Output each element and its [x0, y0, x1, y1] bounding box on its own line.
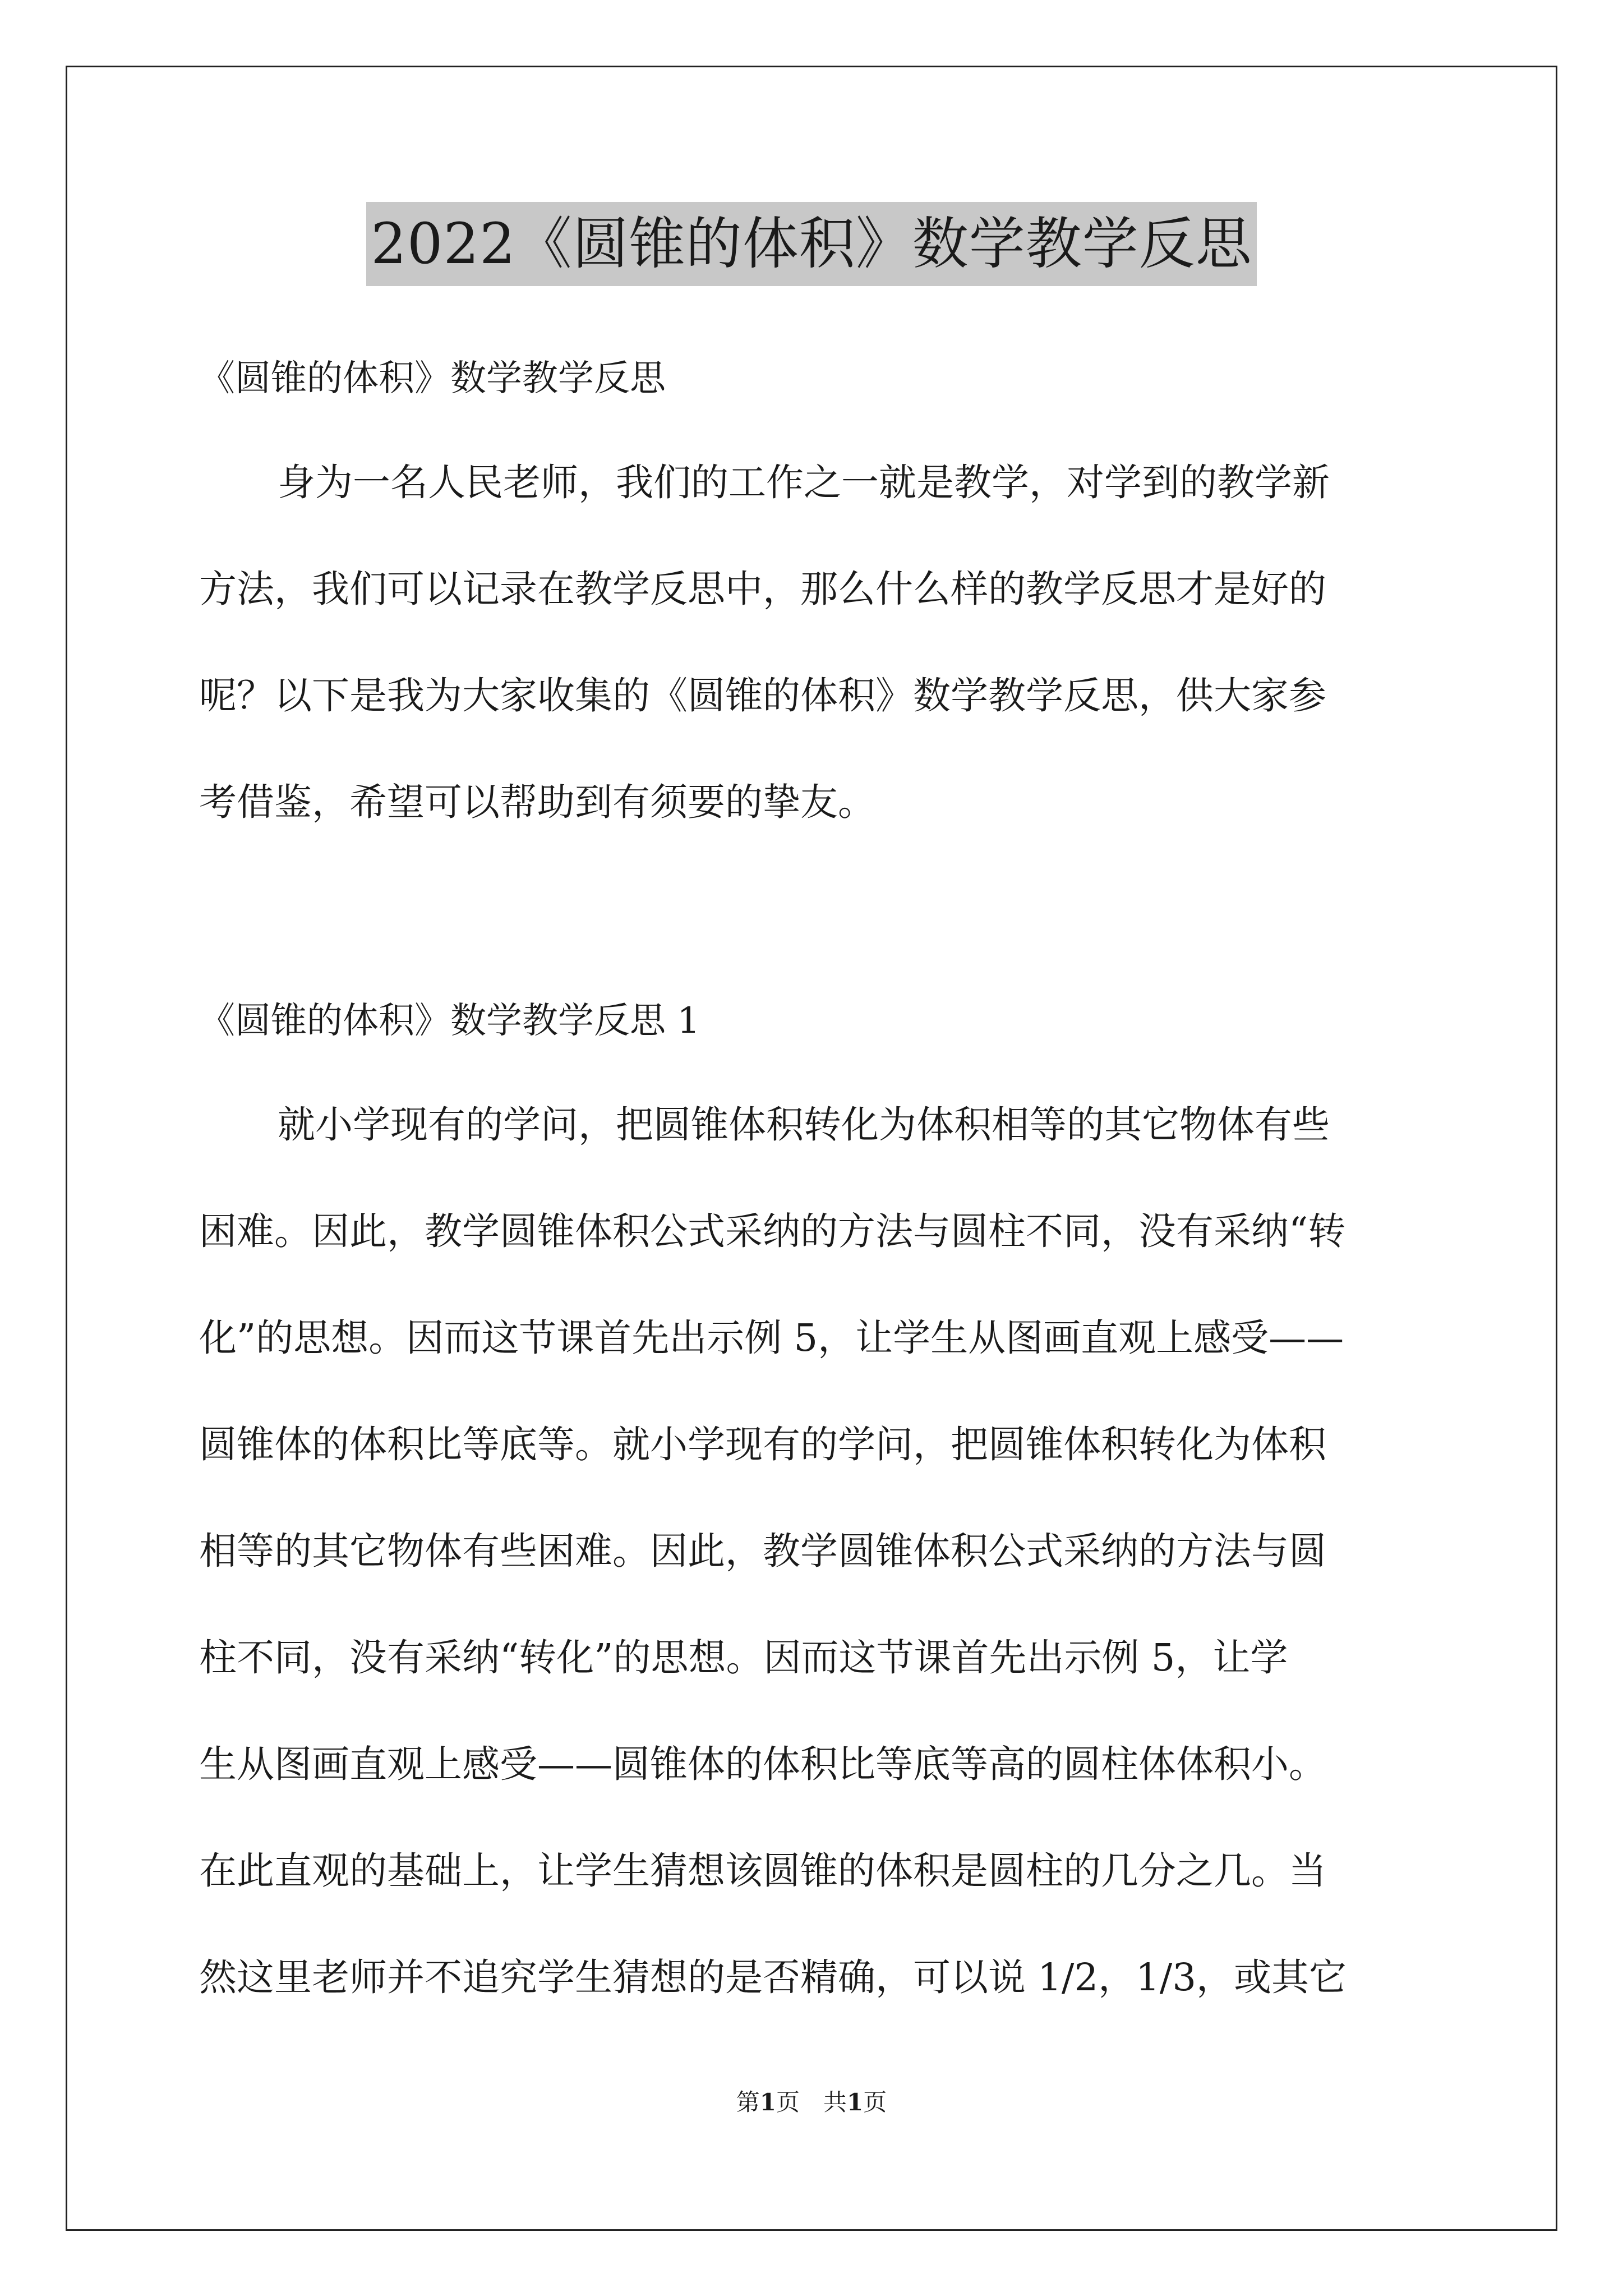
section1-line-4: 圆锥体的体积比等底等。就小学现有的学问，把圆锥体积转化为体积 [199, 1423, 1326, 1466]
section1-line-3: 化”的思想。因而这节课首先出示例 5，让学生从图画直观上感受—— [199, 1316, 1344, 1360]
section1-line-5: 相等的其它物体有些困难。因此，教学圆锥体积公式采纳的方法与圆 [199, 1529, 1326, 1573]
page-number: 1 [759, 2088, 776, 2116]
section1-line-9: 然这里老师并不追究学生猜想的是否精确，可以说 1/2，1/3，或其它 [199, 1955, 1347, 1999]
intro-line-4: 考借鉴，希望可以帮助到有须要的挚友。 [199, 780, 875, 824]
section1-line-7: 生从图画直观上感受——圆锥体的体积比等底等高的圆柱体体积小。 [199, 1742, 1326, 1786]
page-footer [0, 2086, 1623, 2119]
section1-heading: 《圆锥的体积》数学教学反思 1 [199, 1000, 700, 1042]
page-prefix: 第 [736, 2088, 760, 2116]
section1-line-8: 在此直观的基础上，让学生猜想该圆锥的体积是圆柱的几分之几。当 [199, 1849, 1326, 1893]
intro-line-2: 方法，我们可以记录在教学反思中，那么什么样的教学反思才是好的 [199, 567, 1326, 611]
total-prefix: 共 [823, 2088, 847, 2116]
intro-line-1: 身为一名人民老师，我们的工作之一就是教学，对学到的教学新 [278, 461, 1330, 504]
total-suffix: 页 [863, 2088, 887, 2116]
document-title: 2022《圆锥的体积》数学教学反思 [366, 202, 1257, 286]
section1-line-2: 困难。因此，教学圆锥体积公式采纳的方法与圆柱不同，没有采纳“转 [199, 1209, 1346, 1253]
page-suffix: 页 [776, 2088, 800, 2116]
intro-line-3: 呢？以下是我为大家收集的《圆锥的体积》数学教学反思，供大家参 [199, 674, 1326, 717]
intro-heading: 《圆锥的体积》数学教学反思 [199, 358, 666, 399]
title-container [0, 202, 1623, 286]
section1-line-1: 就小学现有的学问，把圆锥体积转化为体积相等的其它物体有些 [278, 1103, 1330, 1147]
section1-line-6: 柱不同，没有采纳“转化”的思想。因而这节课首先出示例 5，让学 [199, 1636, 1288, 1680]
page-total: 1 [847, 2088, 864, 2116]
